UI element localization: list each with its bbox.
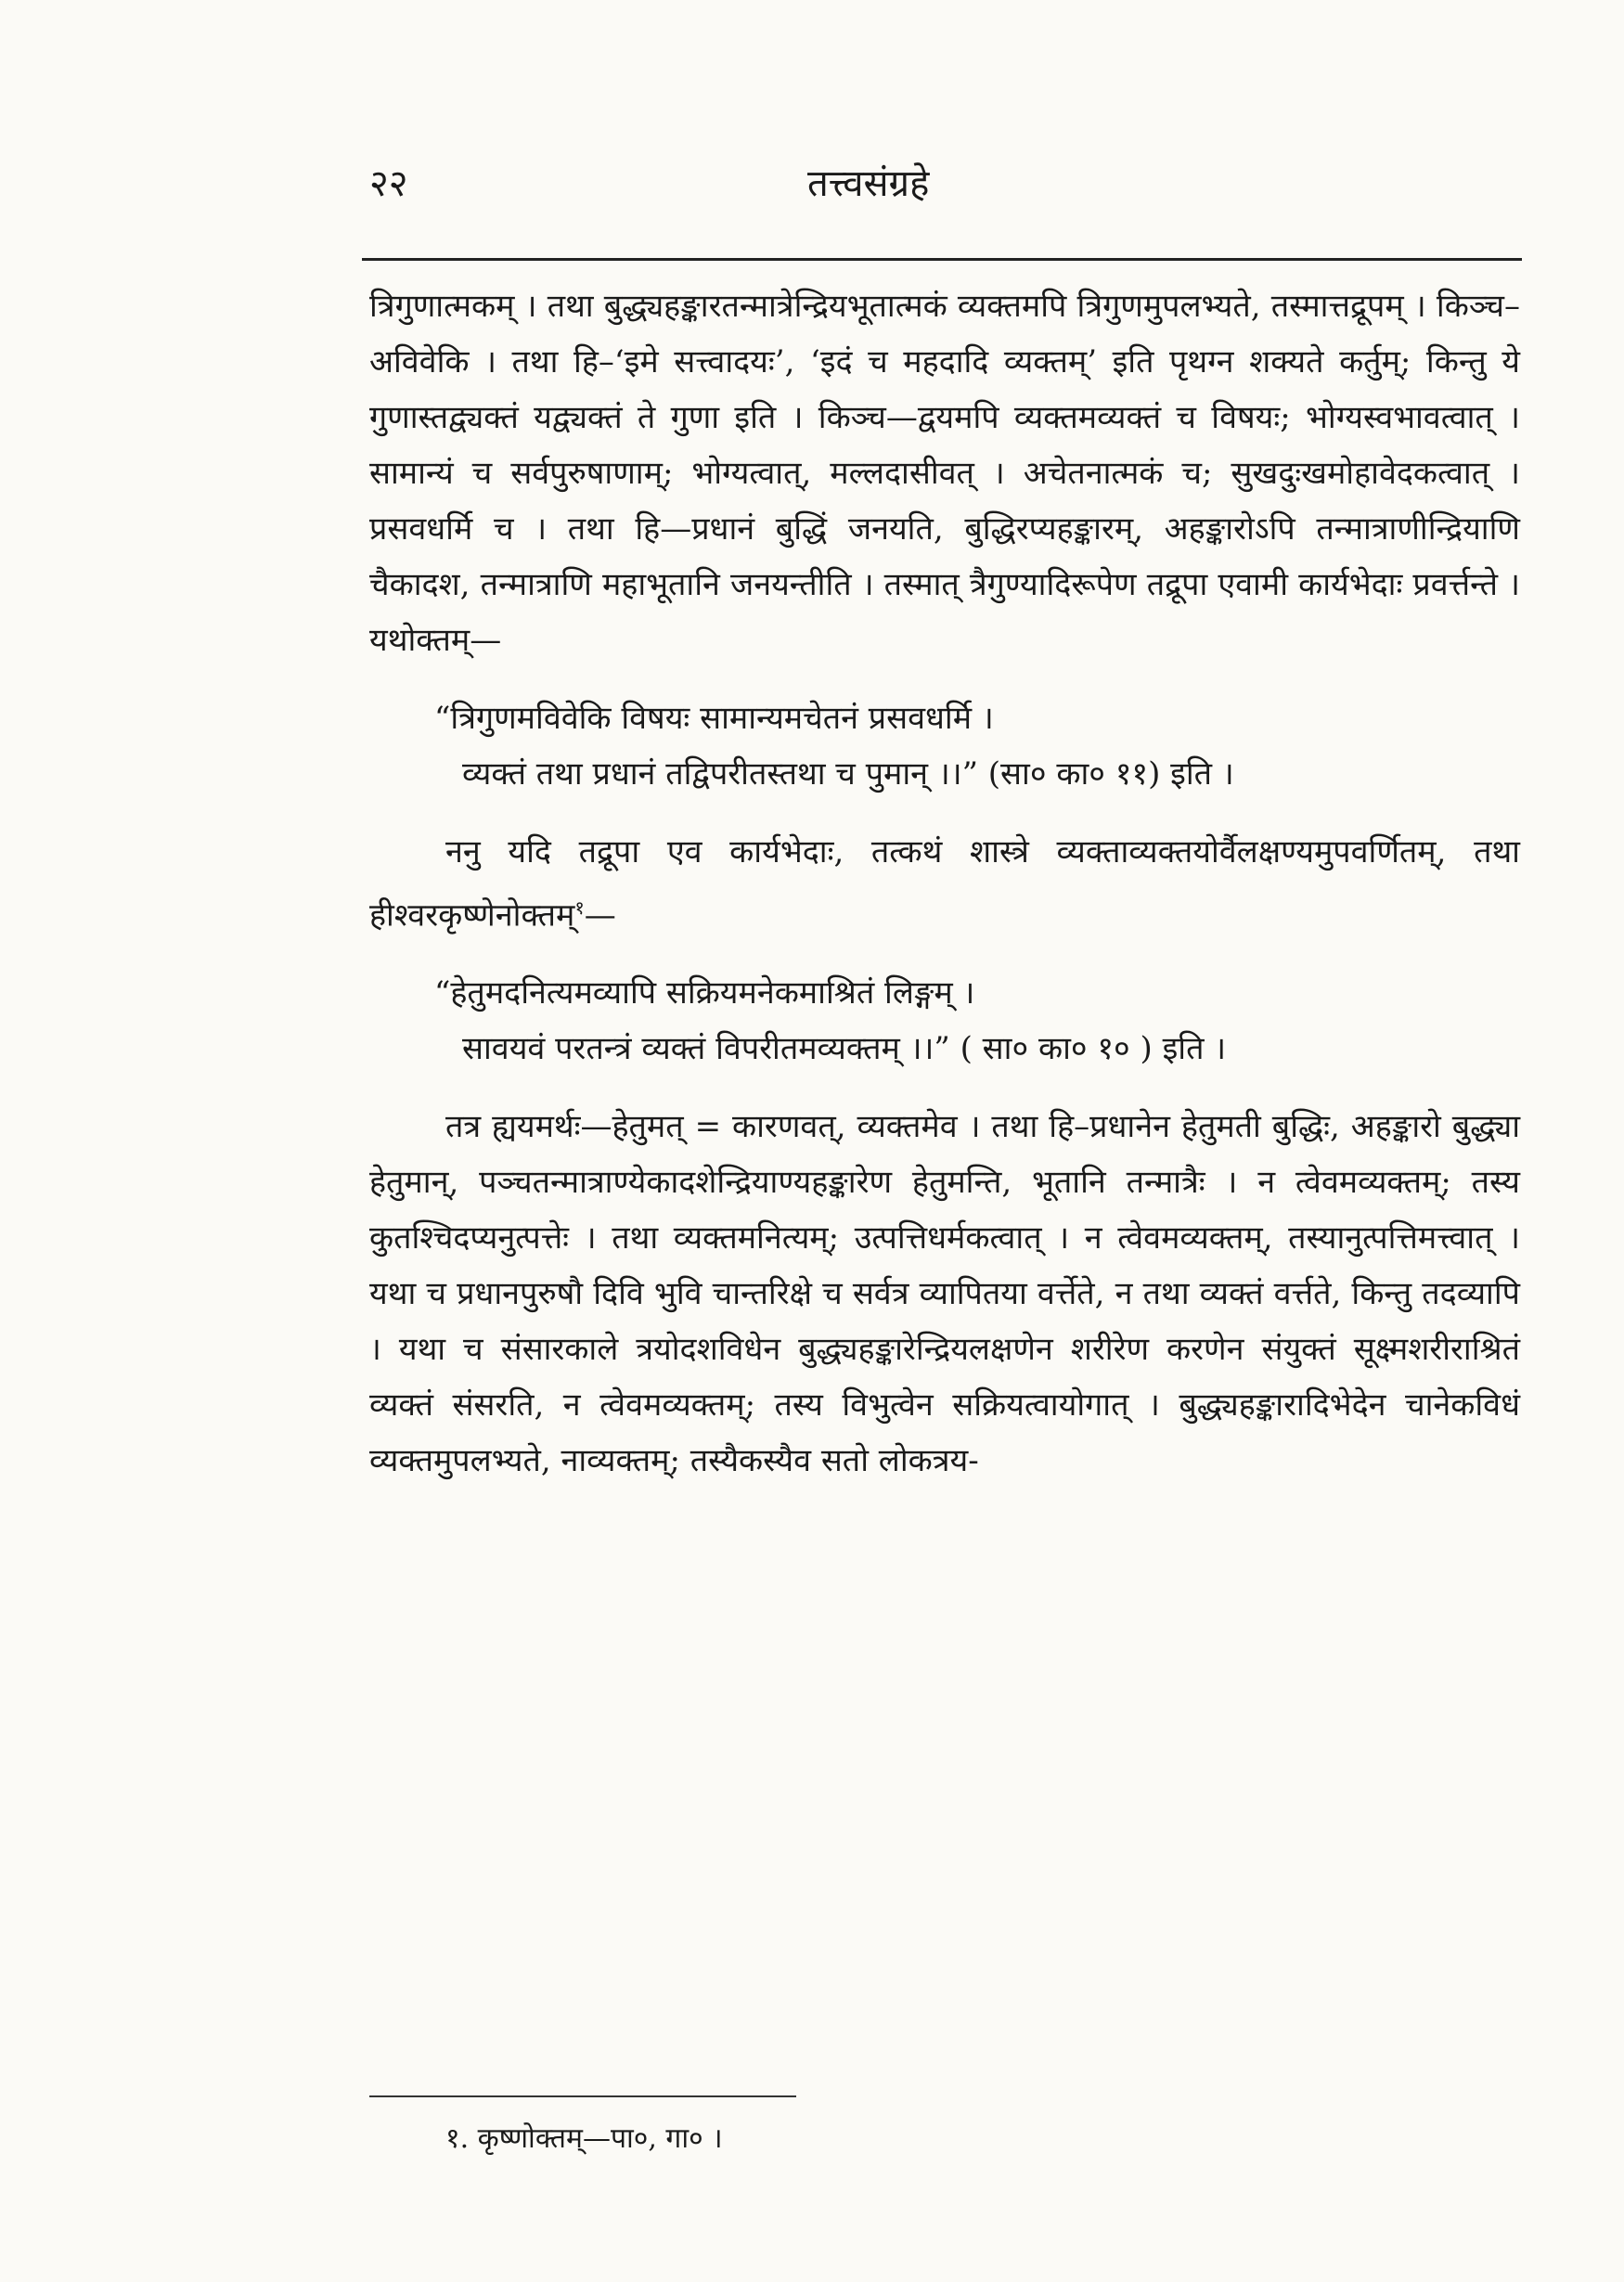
verse-sankhya-karika-10 <box>369 965 1520 1077</box>
paragraph-1: त्रिगुणात्मकम् । तथा बुद्ध्यहङ्कारतन्मात्रेन्द्रियभूतात्मकं व्यक्तमपि त्रिगुणमुपलभ्यते, तस्मात्तद्रूपम् । किञ्च–अविवेकि । तथा हि–‘इमे सत्त्वादयः’, ‘इदं च महदादि व्यक्तम्’ इति पृथग्न शक्यते कर्तुम्; किन्तु ये गुणास्तद्व्यक्तं यद्व्यक्तं ते गुणा इति । किञ्च—द्वयमपि व्यक्तमव्यक्तं च विषयः; भोग्यस्वभावत्वात् । सामान्यं च सर्वपुरुषाणाम्; भोग्यत्वात्, मल्लदासीवत् । अचेतनात्मकं च; सुखदुःखमोहावेदकत्वात् । प्रसवधर्मि च । तथा हि—प्रधानं बुद्धिं जनयति, बुद्धिरप्यहङ्कारम्, अहङ्कारोऽपि तन्मात्राणीन्द्रियाणि चैकादश, तन्मात्राणि महाभूतानि जनयन्तीति । तस्मात् त्रैगुण्यादिरूपेण तद्रूपा एवामी कार्यभेदाः प्रवर्त्तन्ते । यथोक्तम्— <box>369 288 1520 659</box>
verse-line: “त्रिगुणमविवेकि विषयः सामान्यमचेतनं प्रसवधर्मि । <box>434 700 994 737</box>
footnote: १. कृष्णोक्तम्—पा०, गा० । <box>445 2122 723 2155</box>
verse-line: “हेतुमदनित्यमव्यापि सक्रियमनेकमाश्रितं लिङ्गम् । <box>434 974 975 1012</box>
paragraph-2-text: ननु यदि तद्रूपा एव कार्यभेदाः, तत्कथं शास्त्रे व्यक्ताव्यक्तयोर्वैलक्षण्यमुपवर्णितम्, तथा हीश्वरकृष्णेनोक्तम् <box>369 833 1520 935</box>
running-title: तत्त्वसंग्रहे <box>807 162 930 205</box>
verse-line: सावयवं परतन्त्रं व्यक्तं विपरीतमव्यक्तम् ।।” ( सा० का० १० ) इति । <box>462 1030 1227 1068</box>
paragraph-3: तत्र ह्ययमर्थः—हेतुमत् = कारणवत्, व्यक्तमेव । तथा हि–प्रधानेन हेतुमती बुद्धिः, अहङ्कारो बुद्ध्या हेतुमान्, पञ्चतन्मात्राण्येकादशेन्द्रियाण्यहङ्कारेण हेतुमन्ति, भूतानि तन्मात्रैः । न त्वेवमव्यक्तम्; तस्य कुतश्चिदप्यनुत्पत्तेः । तथा व्यक्तमनित्यम्; उत्पत्तिधर्मकत्वात् । न त्वेवमव्यक्तम्, तस्यानुत्पत्तिमत्त्वात् । यथा च प्रधानपुरुषौ दिवि भुवि चान्तरिक्षे च सर्वत्र व्यापितया वर्त्तेते, न तथा व्यक्तं वर्त्तते, किन्तु तदव्यापि । यथा च संसारकाले त्रयोदशविधेन बुद्ध्यहङ्कारेन्द्रियलक्षणेन शरीरेण करणेन संयुक्तं सूक्ष्मशरीराश्रितं व्यक्तं संसरति, न त्वेवमव्यक्तम्; तस्य विभुत्वेन सक्रियत्वायोगात् । बुद्ध्यहङ्कारादिभेदेन चानेकविधं व्यक्तमुपलभ्यते, नाव्यक्तम्; तस्यैकस्यैव सतो लोकत्रय- <box>369 1108 1520 1480</box>
paragraph-2 <box>369 824 1520 943</box>
page-number: २२ <box>369 162 408 205</box>
verse-sankhya-karika-11 <box>369 690 1520 802</box>
body-text <box>369 278 1520 1489</box>
verse-line: व्यक्तं तथा प्रधानं तद्विपरीतस्तथा च पुमान् ।।” (सा० का० ११) इति । <box>462 755 1234 793</box>
footnote-mark: १ <box>574 896 585 919</box>
header-rule <box>362 258 1522 261</box>
paragraph-2-dash: — <box>584 896 616 935</box>
page-header <box>362 156 1522 212</box>
footnote-rule <box>369 2095 796 2097</box>
